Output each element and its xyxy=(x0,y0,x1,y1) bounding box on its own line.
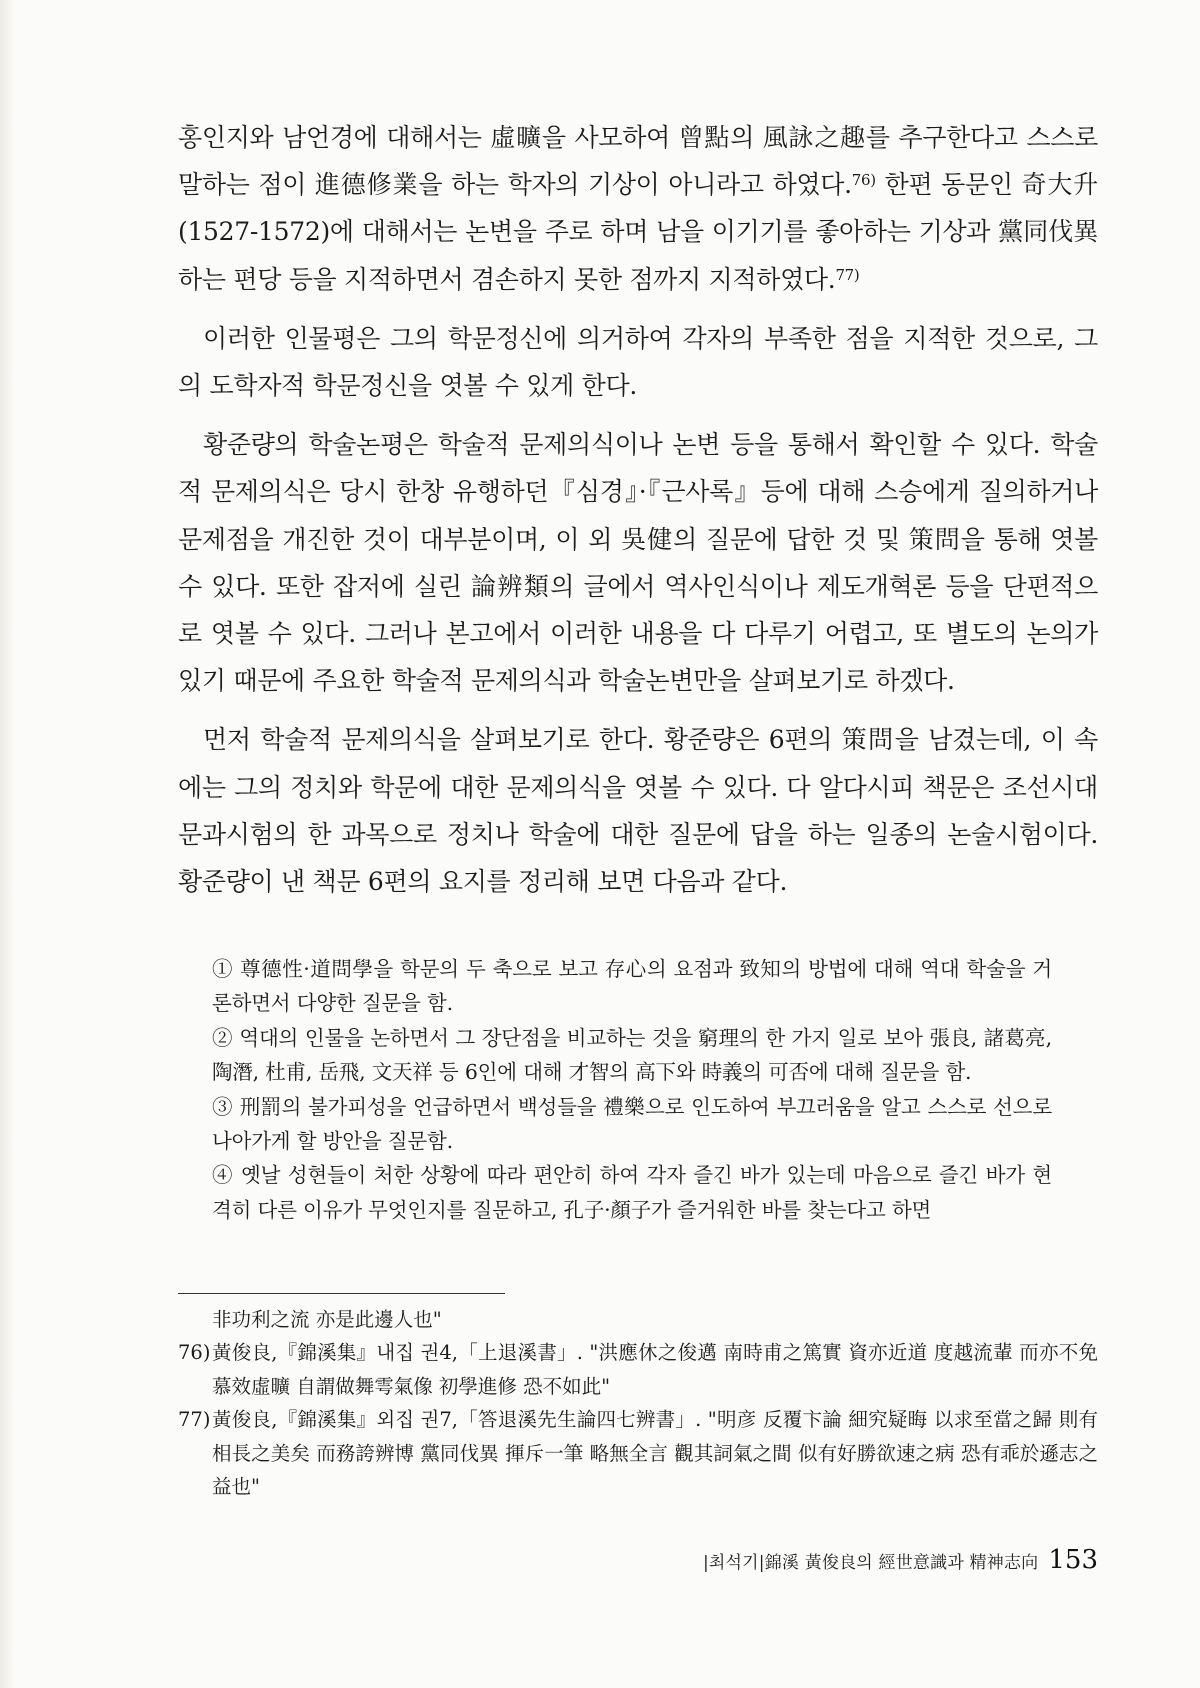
body-paragraph: 이러한 인물평은 그의 학문정신에 의거하여 각자의 부족한 점을 지적한 것으로, 그의 도학자적 학문정신을 엿볼 수 있게 한다. xyxy=(178,323,1098,401)
footnote-ref-77[interactable]: 77) xyxy=(835,265,860,284)
summary-item: ③ 刑罰의 불가피성을 언급하면서 백성들을 禮樂으로 인도하여 부끄러움을 알고 스스로 선으로 나아가게 할 방안을 질문함. xyxy=(212,1094,1052,1154)
body-text xyxy=(178,114,1098,917)
body-paragraph: 먼저 학술적 문제의식을 살펴보기로 한다. 황준량은 6편의 策問을 남겼는데, 이 속에는 그의 정치와 학문에 대한 문제의식을 엿볼 수 있다. 다 알다시피 책문은 조선시대 문과시험의 한 과목으로 정치나 학술에 대한 질문에 답을 하는 일종의 논술시험이다. 황준량이 낸 책문 6편의 요지를 정리해 보면 다음과 같다. xyxy=(178,725,1098,897)
footnote-number: 77) xyxy=(178,1408,211,1432)
paragraph-text: 홍인지와 남언경에 대해서는 虛曠을 사모하여 曾點의 風詠之趣를 추구한다고 스스로 말하는 점이 進德修業을 하는 학자의 기상이 아니라고 하였다. xyxy=(178,123,1098,200)
footnote-ref-76[interactable]: 76) xyxy=(851,171,876,190)
footnote-continuation: 非功利之流 亦是此邊人也" xyxy=(212,1308,442,1331)
summary-item: ④ 옛날 성현들이 처한 상황에 따라 편안히 하여 각자 즐긴 바가 있는데 마음으로 즐긴 바가 현격히 다른 이유가 무엇인지를 질문하고, 孔子·顏子가 즐거워한 바를 찾는다고 하면 xyxy=(212,1163,1052,1222)
policy-question-summary xyxy=(212,952,1052,1227)
page-edge-shadow xyxy=(0,0,14,1688)
body-paragraph: 황준량의 학술논평은 학술적 문제의식이나 논변 등을 통해서 확인할 수 있다. 학술적 문제의식은 당시 한창 유행하던『심경』·『근사록』등에 대해 스승에게 질의하거나 문제점을 개진한 것이 대부분이며, 이 외 吳健의 질문에 답한 것 및 策問을 통해 엿볼 수 있다. 또한 잡저에 실린 論辨類의 글에서 역사인식이나 제도개혁론 등을 단편적으로 엿볼 수 있다. 그러나 본고에서 이러한 내용을 다 다루기 어렵고, 또 별도의 논의가 있기 때문에 주요한 학술적 문제의식과 학술논변만을 살펴보기로 하겠다. xyxy=(178,430,1098,696)
paragraph-text: 한편 동문인 奇大升(1527-1572)에 대해서는 논변을 주로 하며 남을 이기기를 좋아하는 기상과 黨同伐異하는 편당 등을 지적하면서 겸손하지 못한 점까지 지적하였다. xyxy=(178,170,1099,294)
summary-item: ① 尊德性·道問學을 학문의 두 축으로 보고 存心의 요점과 致知의 방법에 대해 역대 학술을 거론하면서 다양한 질문을 함. xyxy=(212,957,1052,1016)
body-paragraph xyxy=(178,114,1098,303)
footnote-text: 黃俊良,『錦溪集』외집 권7,「答退溪先生論四七辨書」. "明彦 反覆卞論 細究疑晦 以求至當之歸 則有相長之美矣 而務誇辨博 黨同伐異 揮斥一筆 略無全言 觀其詞氣之間 似有好勝欲速之病 恐有乖於遜志之益也" xyxy=(212,1408,1098,1499)
footnote-divider xyxy=(178,1293,505,1294)
page-footer xyxy=(703,1545,1098,1575)
summary-item: ② 역대의 인물을 논하면서 그 장단점을 비교하는 것을 窮理의 한 가지 일로 보아 張良, 諸葛亮, 陶潛, 杜甫, 岳飛, 文天祥 등 6인에 대해 才智의 高下와 時義의 可否에 대해 질문을 함. xyxy=(212,1025,1052,1085)
footnotes xyxy=(178,1303,1098,1503)
footnote-77 xyxy=(178,1403,1098,1503)
footnote-text: 黃俊良,『錦溪集』내집 권4,「上退溪書」. "洪應休之俊邁 南時甫之篤實 資亦近道 度越流輩 而亦不免慕效虛曠 自謂做舞雩氣像 初學進修 恐不如此" xyxy=(212,1341,1098,1398)
page-number: 153 xyxy=(1048,1545,1098,1575)
footnote-76 xyxy=(178,1336,1098,1403)
footnote-number: 76) xyxy=(178,1341,211,1365)
running-head: |최석기|錦溪 黃俊良의 經世意識과 精神志向 xyxy=(702,1553,1039,1573)
